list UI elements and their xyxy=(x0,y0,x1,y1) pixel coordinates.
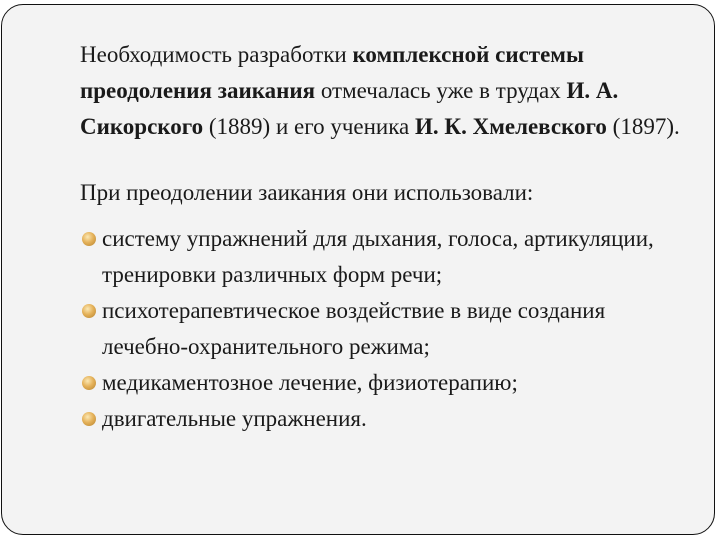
intro-text-part-1: Необходимость разработки xyxy=(80,42,353,67)
intro-emphasis-sikorsky: И. А. Сикорского xyxy=(80,78,619,139)
intro-text-part-4: (1897). xyxy=(606,114,680,139)
bullet-text: систему упражнений для дыхания, голоса, артикуляции, тренировки различных форм речи; xyxy=(102,226,654,287)
bullet-item xyxy=(80,365,690,401)
bullet-text: двигательные упражнения. xyxy=(102,406,367,431)
bullet-item xyxy=(80,293,690,365)
lead-sentence: При преодолении заикания они использовали: xyxy=(80,180,534,205)
intro-text-part-3: (1889) и его ученика xyxy=(203,114,416,139)
slide-frame xyxy=(1,4,715,535)
bullet-dot-icon xyxy=(82,412,96,426)
bullet-text: медикаментозное лечение, физиотерапию; xyxy=(102,370,518,395)
slide-content xyxy=(80,37,690,437)
intro-text-part-2: отмечалась уже в трудах xyxy=(315,78,567,103)
bullet-dot-icon xyxy=(82,304,96,318)
intro-emphasis-khmelevsky: И. К. Хмелевского xyxy=(415,114,607,139)
bullet-item xyxy=(80,221,690,293)
intro-paragraph xyxy=(80,37,690,145)
bullet-dot-icon xyxy=(82,376,96,390)
intro-emphasis-system: комплексной системы преодоления заикания xyxy=(80,42,584,103)
bullet-text: психотерапевтическое воздействие в виде создания лечебно-охранительного режима; xyxy=(102,298,606,359)
bullet-dot-icon xyxy=(82,232,96,246)
intro-text xyxy=(80,37,690,145)
bullet-item xyxy=(80,401,690,437)
bullet-list xyxy=(80,221,690,437)
